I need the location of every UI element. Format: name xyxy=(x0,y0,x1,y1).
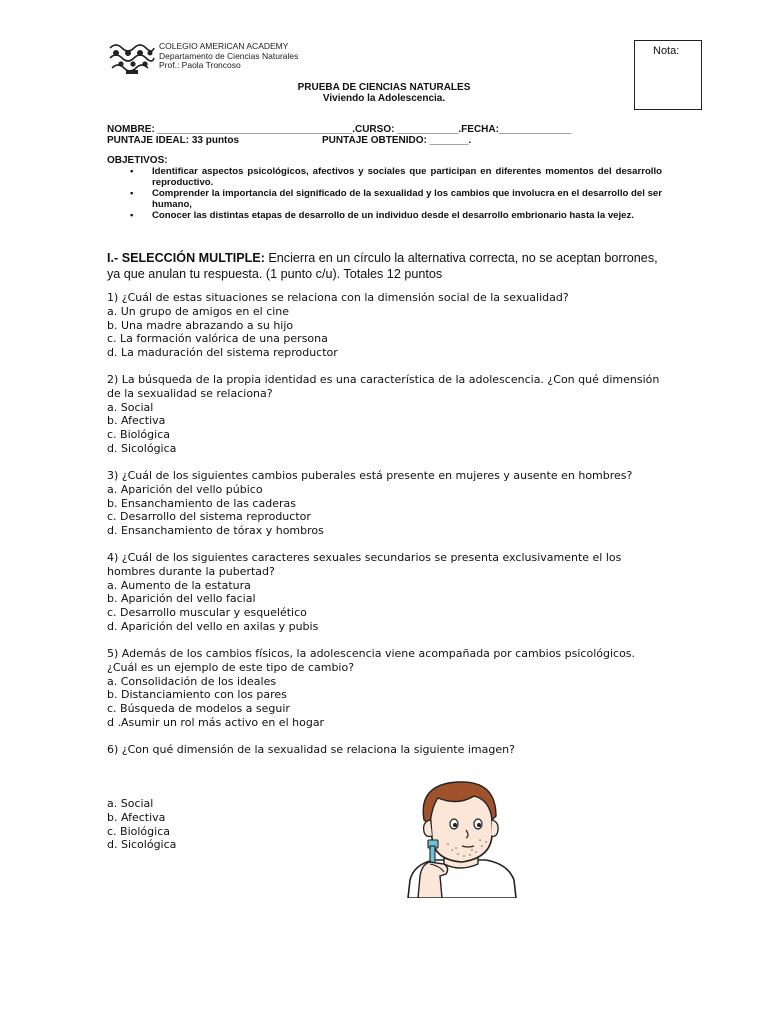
option-d[interactable]: d. Sicológica xyxy=(107,441,177,455)
question-text: 5) Además de los cambios físicos, la adolescencia viene acompañada por cambios psicológicos. ¿Cuál es un ejemplo de este tipo de cambio? xyxy=(107,647,636,674)
ideal-score: PUNTAJE IDEAL: 33 puntos xyxy=(107,135,240,146)
option-a[interactable]: a. Aumento de la estatura xyxy=(107,578,251,592)
question-text: 4) ¿Cuál de los siguientes caracteres sexuales secundarios se presenta exclusivamente el los hombres durante la pubertad? xyxy=(107,551,622,578)
grade-label: Nota: xyxy=(653,45,680,57)
option-c[interactable]: c. Biológica xyxy=(107,428,170,442)
question-text: 6) ¿Con qué dimensión de la sexualidad se relaciona la siguiente imagen? xyxy=(107,743,515,756)
option-a[interactable]: a. Aparición del vello púbico xyxy=(107,482,263,496)
option-c[interactable]: c. Búsqueda de modelos a seguir xyxy=(107,702,290,716)
question-2 xyxy=(107,373,667,456)
option-d[interactable]: d .Asumir un rol más activo en el hogar xyxy=(107,715,325,729)
school-crest-icon xyxy=(106,40,156,76)
objective-item: • Comprender la importancia del significado de la sexualidad y los cambios que involucra en el desarrollo del ser humano, xyxy=(130,188,662,210)
option-c[interactable]: c. Biológica xyxy=(107,824,170,838)
option-d[interactable]: d. La maduración del sistema reproductor xyxy=(107,346,338,360)
option-d[interactable]: d. Ensanchamiento de tórax y hombros xyxy=(107,524,324,538)
option-b[interactable]: b. Aparición del vello facial xyxy=(107,592,256,606)
test-subtitle: Viviendo la Adolescencia. xyxy=(322,93,446,104)
option-a[interactable]: a. Un grupo de amigos en el cine xyxy=(107,304,290,318)
option-c[interactable]: c. Desarrollo del sistema reproductor xyxy=(107,510,311,524)
section-instructions: Encierra en un círculo la alternativa correcta, no se aceptan borrones, ya que anulan tu respuesta. (1 punto c/u). Totales 12 puntos xyxy=(107,251,658,281)
department-name: Departamento de Ciencias Naturales xyxy=(159,50,299,61)
question-text: 2) La búsqueda de la propia identidad es una característica de la adolescencia. ¿Con qué dimensión de la sexualidad se relaciona? xyxy=(107,373,660,400)
question-text: 1) ¿Cuál de estas situaciones se relaciona con la dimensión social de la sexualidad? xyxy=(107,291,569,304)
obtained-score: PUNTAJE OBTENIDO: _______. xyxy=(322,135,472,146)
option-b[interactable]: b. Una madre abrazando a su hijo xyxy=(107,318,294,332)
question-5 xyxy=(107,647,667,730)
option-b[interactable]: b. Afectiva xyxy=(107,810,166,824)
option-c[interactable]: c. La formación valórica de una persona xyxy=(107,332,328,346)
question-6-options xyxy=(107,797,307,852)
school-info xyxy=(159,42,298,71)
question-6 xyxy=(107,743,667,757)
question-3 xyxy=(107,469,667,538)
objectives-heading: OBJETIVOS: xyxy=(107,155,168,166)
question-text: 3) ¿Cuál de los siguientes cambios puberales está presente en mujeres y ausente en hombres? xyxy=(107,469,633,482)
objective-item: • Identificar aspectos psicológicos, afectivos y sociales que participan en diferentes momentos del desarrollo reproductivo. xyxy=(130,166,662,188)
section-title: I.- SELECCIÓN MULTIPLE: xyxy=(107,251,265,265)
option-b[interactable]: b. Distanciamiento con los pares xyxy=(107,688,287,702)
school-name: COLEGIO AMERICAN ACADEMY xyxy=(159,41,289,51)
objective-item: • Conocer las distintas etapas de desarrollo de un individuo desde el desarrollo embrionario hasta la vejez. xyxy=(130,210,634,221)
option-d[interactable]: d. Sicológica xyxy=(107,838,177,852)
teacher-name: Prof.: Paola Troncoso xyxy=(159,60,241,71)
option-b[interactable]: b. Ensanchamiento de las caderas xyxy=(107,496,296,510)
option-c[interactable]: c. Desarrollo muscular y esquelético xyxy=(107,606,307,620)
student-fields-line: NOMBRE: ___________________________________.CURSO: ___________.FECHA:_____________ xyxy=(107,124,572,135)
option-d[interactable]: d. Aparición del vello en axilas y pubis xyxy=(107,619,319,633)
option-b[interactable]: b. Afectiva xyxy=(107,414,166,428)
section-heading xyxy=(107,250,667,282)
man-shaving-illustration xyxy=(400,780,520,898)
question-4 xyxy=(107,551,667,634)
option-a[interactable]: a. Social xyxy=(107,400,154,414)
question-1 xyxy=(107,291,667,360)
objectives-list xyxy=(128,166,662,221)
option-a[interactable]: a. Consolidación de los ideales xyxy=(107,674,277,688)
option-a[interactable]: a. Social xyxy=(107,797,154,810)
test-title: PRUEBA DE CIENCIAS NATURALES xyxy=(297,82,471,93)
